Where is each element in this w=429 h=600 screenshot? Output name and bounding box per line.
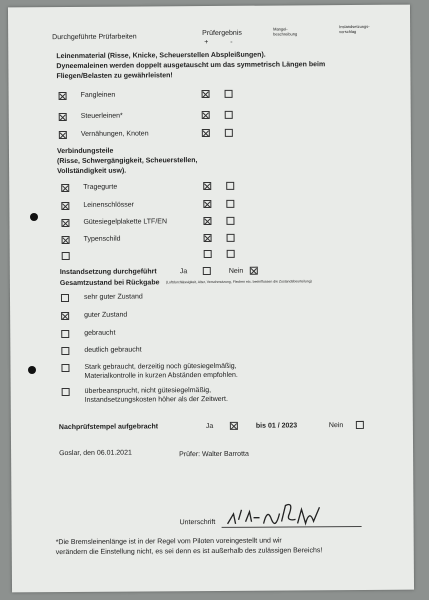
connectors-item-label: Typenschild xyxy=(83,235,121,243)
lines-heading-3: Fliegen/Belasten zu gewährleisten! xyxy=(56,72,173,81)
lines-item-checkbox[interactable] xyxy=(59,92,67,100)
overall-option-label-line2: Materialkontrolle in kurzen Abständen empfohlen. xyxy=(84,371,238,380)
overall-option-checkbox[interactable] xyxy=(61,312,69,320)
handwritten-signature xyxy=(223,499,328,530)
stamp-label: Nachprüfstempel aufgebracht xyxy=(58,423,159,432)
stamp-no-checkbox[interactable] xyxy=(356,421,364,429)
connectors-item-checkbox[interactable] xyxy=(61,202,69,210)
overall-note: (Luftdurchlässigkeit, Alter, Verschmutzung, Flecken etc. beeinflussen die Zustandsbeurteilung) xyxy=(165,279,312,285)
connectors-heading-2: (Risse, Schwergängigkeit, Scheuerstellen, xyxy=(57,157,198,166)
overall-option-label: guter Zustand xyxy=(84,311,128,319)
lines-item-label: Vernähungen, Knoten xyxy=(80,130,149,138)
repair-column-heading: Instandsetzungs- vorschlag xyxy=(339,23,370,35)
lines-item-minus-checkbox[interactable] xyxy=(225,90,233,98)
punch-hole xyxy=(30,213,38,221)
connectors-item-minus-checkbox[interactable] xyxy=(226,182,234,190)
repair-yes-label: Ja xyxy=(179,268,188,276)
lines-heading-2: Dyneemaleinen werden doppelt ausgetauscht um das symmetrisch Längen beim xyxy=(56,61,326,71)
stamp-yes-label: Ja xyxy=(205,422,214,431)
repair-yes-checkbox[interactable] xyxy=(203,267,211,275)
form-title: Durchgeführte Prüfarbeiten xyxy=(52,33,137,42)
connectors-item-plus-checkbox[interactable] xyxy=(203,217,211,225)
connectors-item-minus-checkbox[interactable] xyxy=(226,200,234,208)
overall-option-checkbox[interactable] xyxy=(62,388,70,396)
lines-item-label: Fangleinen xyxy=(80,91,116,99)
lines-item-minus-checkbox[interactable] xyxy=(225,111,233,119)
overall-option-label: sehr guter Zustand xyxy=(83,293,143,301)
minus-column-marker: - xyxy=(230,38,233,46)
footnote-line-2: verändern die Einstellung nicht, es sei denn es ist außerhalb des zulässigen Bereichs! xyxy=(55,547,323,557)
repair-no-checkbox[interactable] xyxy=(250,267,258,275)
signature-label: Unterschrift xyxy=(179,518,216,527)
connectors-item-plus-checkbox[interactable] xyxy=(204,250,212,258)
lines-item-checkbox[interactable] xyxy=(59,131,67,139)
repair-no-label: Nein xyxy=(228,267,244,275)
inspection-form-page xyxy=(8,5,414,593)
stamp-no-label: Nein xyxy=(328,422,344,430)
connectors-item-label: Tragegurte xyxy=(83,183,118,191)
lines-item-label: Steuerleinen* xyxy=(80,112,123,120)
overall-option-label: deutlich gebraucht xyxy=(84,346,142,354)
connectors-item-minus-checkbox[interactable] xyxy=(226,217,234,225)
connectors-item-checkbox[interactable] xyxy=(62,236,70,244)
inspector-name: Prüfer: Walter Barrotta xyxy=(179,450,249,459)
repair-label: Instandsetzung durchgeführt xyxy=(59,268,157,277)
connectors-item-label: Gütesiegelplakette LTF/EN xyxy=(83,218,168,226)
connectors-item-minus-checkbox[interactable] xyxy=(227,234,235,242)
connectors-item-plus-checkbox[interactable] xyxy=(203,200,211,208)
lines-heading-1: Leinenmaterial (Risse, Knicke, Scheuerstellen Abspleißungen). xyxy=(56,51,266,61)
overall-option-label: überbeansprucht, nicht gütesiegelmäßig, xyxy=(84,387,212,395)
overall-option-checkbox[interactable] xyxy=(61,294,69,302)
overall-option-label: Stark gebraucht, derzeitig noch gütesiegelmäßig, xyxy=(84,362,237,371)
lines-item-plus-checkbox[interactable] xyxy=(202,90,210,98)
stamp-until: bis 01 / 2023 xyxy=(255,422,298,430)
overall-option-label-line2: Instandsetzungskosten höher als der Zeitwert. xyxy=(84,395,228,404)
connectors-item-checkbox[interactable] xyxy=(61,184,69,192)
defect-column-heading: Mangel- beschreibung xyxy=(273,26,298,37)
lines-item-plus-checkbox[interactable] xyxy=(202,111,210,119)
connectors-item-plus-checkbox[interactable] xyxy=(203,182,211,190)
connectors-item-row xyxy=(8,5,410,8)
lines-item-plus-checkbox[interactable] xyxy=(202,129,210,137)
place-date: Goslar, den 06.01.2021 xyxy=(59,449,132,458)
connectors-item-plus-checkbox[interactable] xyxy=(204,234,212,242)
result-heading: Prüfergebnis xyxy=(202,29,242,38)
stamp-yes-checkbox[interactable] xyxy=(230,422,238,430)
footnote-line-1: *Die Bremsleinenlänge ist in der Regel vom Piloten voreingestellt und wir xyxy=(55,537,282,547)
connectors-heading-1: Verbindungsteile xyxy=(56,147,114,156)
overall-option-checkbox[interactable] xyxy=(61,364,69,372)
connectors-item-checkbox[interactable] xyxy=(61,219,69,227)
connectors-item-label: Leinenschlösser xyxy=(83,201,134,209)
overall-option-label: gebraucht xyxy=(84,329,116,337)
connectors-item-checkbox[interactable] xyxy=(62,252,70,260)
overall-label: Gesamtzustand bei Rückgabe xyxy=(59,279,160,288)
connectors-heading-3: Vollständigkeit usw). xyxy=(57,167,127,176)
plus-column-marker: + xyxy=(204,39,209,47)
overall-option-checkbox[interactable] xyxy=(61,347,69,355)
overall-option-checkbox[interactable] xyxy=(61,330,69,338)
connectors-item-minus-checkbox[interactable] xyxy=(227,250,235,258)
punch-hole xyxy=(28,366,36,374)
lines-item-checkbox[interactable] xyxy=(59,113,67,121)
lines-item-minus-checkbox[interactable] xyxy=(225,129,233,137)
